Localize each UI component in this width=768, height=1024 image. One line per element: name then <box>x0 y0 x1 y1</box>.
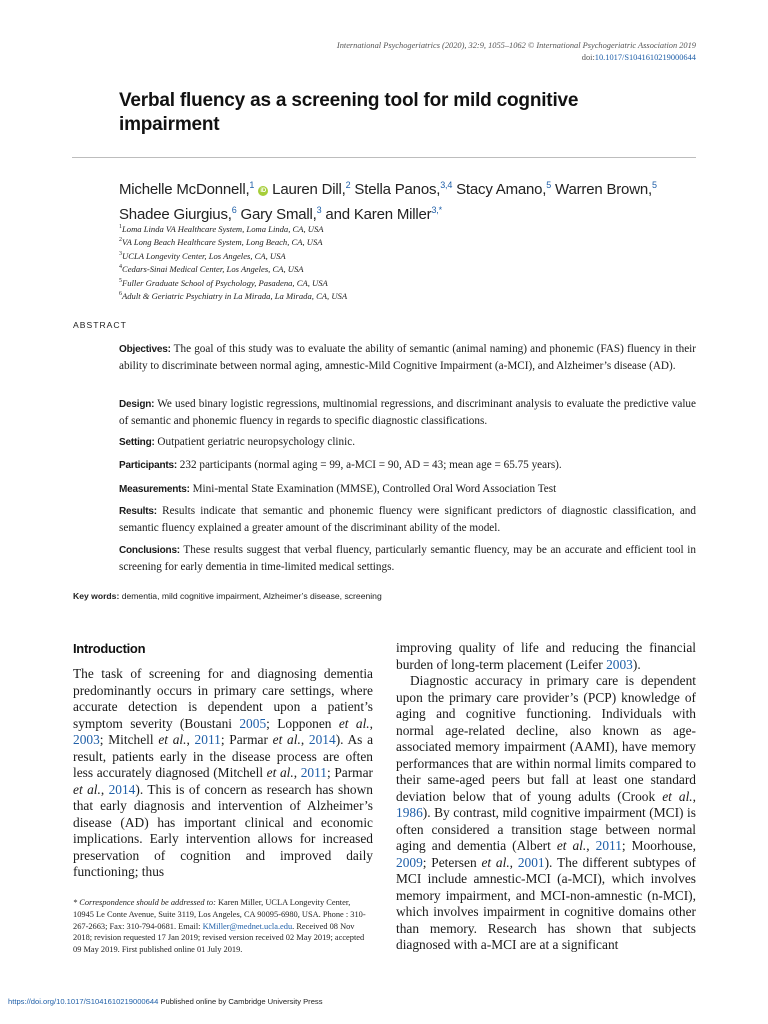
text-run: ; Mitchell <box>99 732 159 747</box>
abstract-conclusions <box>119 542 696 575</box>
affil-marker[interactable]: 6 <box>231 205 237 215</box>
section-text: Results indicate that semantic and phonemic fluency were significant predictors of diagnostic classification, and semantic fluency explained a greater amount of the discriminant ability of the model. <box>119 505 696 534</box>
citation-link[interactable]: 2005 <box>239 715 267 731</box>
affil-text: Fuller Graduate School of Psychology, Pasadena, CA, USA <box>122 277 328 288</box>
affiliation <box>119 235 519 248</box>
affil-marker[interactable]: 1 <box>249 180 255 190</box>
correspondence-text: Karen Miller, UCLA Longevity Center, 10945 Le Conte Avenue, Suite 3119, Los Angeles, CA 90095-6980, USA. Phone : 310-267-2663; Fax: 310-794-0681. Email: <box>73 898 366 931</box>
text-run: ; Petersen <box>422 854 482 870</box>
affil-text: UCLA Longevity Center, Los Angeles, CA, USA <box>122 250 286 261</box>
journal-cite-line: International Psychogeriatrics (2020), 32:9, 1055–1062 © International Psychogeriatric Association 2019 <box>336 41 696 50</box>
citation-link[interactable]: 2011 <box>300 765 327 780</box>
affil-marker[interactable]: 2 <box>345 180 351 190</box>
text-run: improving quality of life and reducing the financial burden of long-term placement (Leifer <box>396 640 696 672</box>
correspondence-lead: * Correspondence should be addressed to: <box>73 898 216 907</box>
author-name: Gary Small, <box>236 206 317 223</box>
citation-link[interactable]: 2001 <box>517 854 545 870</box>
citation-link[interactable]: 2011 <box>595 838 622 853</box>
affiliation-list <box>119 222 519 303</box>
affil-text: Adult & Geriatric Psychiatry in La Mirada, La Mirada, CA, USA <box>122 291 348 302</box>
doi-line <box>337 52 696 64</box>
section-label: Objectives: <box>119 344 171 355</box>
text-run: ; Parmar <box>220 732 273 747</box>
abstract-objectives <box>119 341 696 374</box>
text-run: et al. <box>556 838 587 853</box>
section-text: We used binary logistic regressions, multinomial regressions, and discriminant analysis to evaluate the predictive value of semantic and phonemic fluency in regards to specific diagnostic classifications. <box>119 398 696 427</box>
affil-number: 3 <box>119 250 122 257</box>
text-run: ). By contrast, mild cognitive impairment (MCI) is often considered a transition stage between normal aging and dementia (Albert <box>396 805 696 853</box>
affil-marker[interactable]: 3,* <box>431 205 442 215</box>
section-label: Measurements: <box>119 484 190 495</box>
text-run: ). This is of concern as research has shown that early diagnosis and intervention of Alzheimer’s disease (AD) has important clinical and economic implications. Early intervention allows for increased preservation of cognition and improved daily functioning; thus <box>73 781 373 879</box>
author-name: Michelle McDonnell, <box>119 181 250 198</box>
text-run: et al. <box>338 715 370 731</box>
text-run: , <box>369 715 373 731</box>
abstract-design <box>119 396 696 429</box>
affil-number: 2 <box>119 237 122 244</box>
section-label: Design: <box>119 399 155 410</box>
text-run: ; Lopponen <box>266 715 339 731</box>
footer-doi-link[interactable]: https://doi.org/10.1017/S1041610219000644 <box>8 997 159 1006</box>
citation-link[interactable]: 2011 <box>194 732 221 747</box>
intro-paragraph-1 <box>73 666 373 881</box>
text-run: , <box>186 732 195 747</box>
email-link[interactable]: KMiller@mednet.ucla.edu <box>202 921 293 931</box>
text-run: , <box>692 788 696 804</box>
text-run: ). The different subtypes of MCI include amnestic-MCI (a-MCI), which involves memory impairment, and MCI-non-amnestic (n-MCI), which involves impairment in cognitive domains other than memory. Research has shown that subjects diagnosed with a-MCI are at a significant <box>396 854 697 952</box>
title-divider <box>72 157 696 158</box>
author-list <box>119 175 709 225</box>
citation-link[interactable]: 2014 <box>308 732 336 747</box>
introduction-heading: Introduction <box>73 641 146 656</box>
affiliation <box>119 276 519 289</box>
correspondence-footnote <box>73 897 373 956</box>
citation-link[interactable]: 2014 <box>108 781 136 797</box>
text-run: et al. <box>662 788 693 804</box>
affil-text: Loma Linda VA Healthcare System, Loma Linda, CA, USA <box>122 223 324 234</box>
section-text: 232 participants (normal aging = 99, a-MCI = 90, AD = 43; mean age = 65.75 years). <box>176 459 562 471</box>
affil-number: 5 <box>119 277 122 284</box>
affil-marker[interactable]: 5 <box>651 180 657 190</box>
abstract-setting <box>119 434 696 451</box>
affil-marker[interactable]: 3 <box>316 205 322 215</box>
affil-number: 6 <box>119 291 122 298</box>
text-run: ; Parmar <box>326 765 373 780</box>
author-name: Warren Brown, <box>551 181 652 198</box>
text-run: ). As a result, patients early in the disease process are often less accurately diagnosed (Mitchell <box>73 732 374 780</box>
section-label: Results: <box>119 506 157 517</box>
page-footer <box>8 997 323 1006</box>
author-name: Stella Panos, <box>350 181 441 198</box>
affil-number: 4 <box>119 264 122 271</box>
article-title: Verbal fluency as a screening tool for mild cognitive impairment <box>119 90 579 135</box>
journal-citation <box>337 40 696 64</box>
section-label: Participants: <box>119 460 177 471</box>
abstract-results <box>119 503 696 536</box>
affil-marker[interactable]: 5 <box>546 180 552 190</box>
affiliation <box>119 249 519 262</box>
text-run: Diagnostic accuracy in primary care is dependent upon the primary care provider’s (PCP) knowledge of aging and cognitive functioning. Individuals with normal age-related decline, also known as age-associated memory impairment (AAMI), have memory performances that are within normal limits compared to their same-aged peers but fall at least one standard deviation below that of young adults (Crook <box>396 673 696 804</box>
footer-text: Published online by Cambridge University Press <box>158 997 323 1006</box>
citation-link[interactable]: 1986 <box>396 805 423 820</box>
text-run: The task of screening for and diagnosing dementia predominantly occurs in primary care settings, where accurate detection is dependent upon a patient’s symptom severity (Boustani <box>73 666 373 731</box>
author-name: Stacy Amano, <box>452 181 547 198</box>
text-run: et al. <box>266 765 294 780</box>
doi-label: doi: <box>581 53 595 62</box>
text-run: , <box>300 732 309 747</box>
intro-paragraph-2 <box>396 673 696 954</box>
citation-link[interactable]: 2009 <box>396 854 423 870</box>
text-run: ; Moorhouse, <box>621 838 696 853</box>
affil-text: Cedars-Sinai Medical Center, Los Angeles, CA, USA <box>122 264 304 275</box>
author-name: Lauren Dill, <box>268 181 346 198</box>
keywords-text: dementia, mild cognitive impairment, Alzheimer’s disease, screening <box>119 591 382 601</box>
affil-number: 1 <box>119 224 122 230</box>
citation-link[interactable]: 2003 <box>73 732 100 747</box>
section-text: The goal of this study was to evaluate the ability of semantic (animal naming) and phonemic (FAS) fluency in their ability to discriminate between normal aging, amnestic-Mild Cognitive Impairment (a-MCI), and Alzheimer’s disease (AD). <box>119 343 696 372</box>
affiliation <box>119 289 519 302</box>
affiliation <box>119 262 519 275</box>
text-run: , <box>293 765 301 780</box>
orcid-icon[interactable]: iD <box>258 186 268 196</box>
section-text: These results suggest that verbal fluency, particularly semantic fluency, may be an accurate and efficient tool in screening for early dementia in time-limited medical settings. <box>119 544 696 573</box>
text-run: , <box>100 781 109 797</box>
body-column-left <box>73 666 373 881</box>
text-run: , <box>586 838 596 853</box>
section-label: Conclusions: <box>119 545 180 556</box>
body-column-right <box>396 640 696 954</box>
citation-link[interactable]: 2003 <box>606 656 633 672</box>
author-name: and Karen Miller <box>321 206 432 223</box>
text-run: et al. <box>158 732 187 747</box>
affiliation <box>119 222 519 235</box>
correspondence-dates: . Received 08 Nov 2018; revision requested 17 Jan 2019; revised version received 02 May 2019; accepted 09 May 2019. First published online 01 July 2019. <box>73 921 365 955</box>
section-label: Setting: <box>119 437 155 448</box>
keywords-label: Key words: <box>73 591 120 601</box>
affil-text: VA Long Beach Healthcare System, Long Beach, CA, USA <box>122 237 323 248</box>
keywords <box>73 591 382 601</box>
doi-link[interactable]: 10.1017/S1041610219000644 <box>594 53 696 62</box>
abstract-measurements <box>119 481 696 498</box>
section-text: Mini-mental State Examination (MMSE), Controlled Oral Word Association Test <box>189 483 557 495</box>
abstract-heading: ABSTRACT <box>73 320 127 330</box>
text-run: et al. <box>481 854 510 870</box>
text-run: ). <box>632 656 641 672</box>
affil-marker[interactable]: 3,4 <box>440 180 453 190</box>
text-run: et al. <box>73 781 101 797</box>
abstract-participants <box>119 457 696 474</box>
text-run: et al. <box>272 732 301 747</box>
author-name: Shadee Giurgius, <box>119 206 232 223</box>
intro-paragraph-continued <box>396 640 696 673</box>
section-text: Outpatient geriatric neuropsychology clinic. <box>154 436 356 448</box>
text-run: , <box>509 854 518 870</box>
